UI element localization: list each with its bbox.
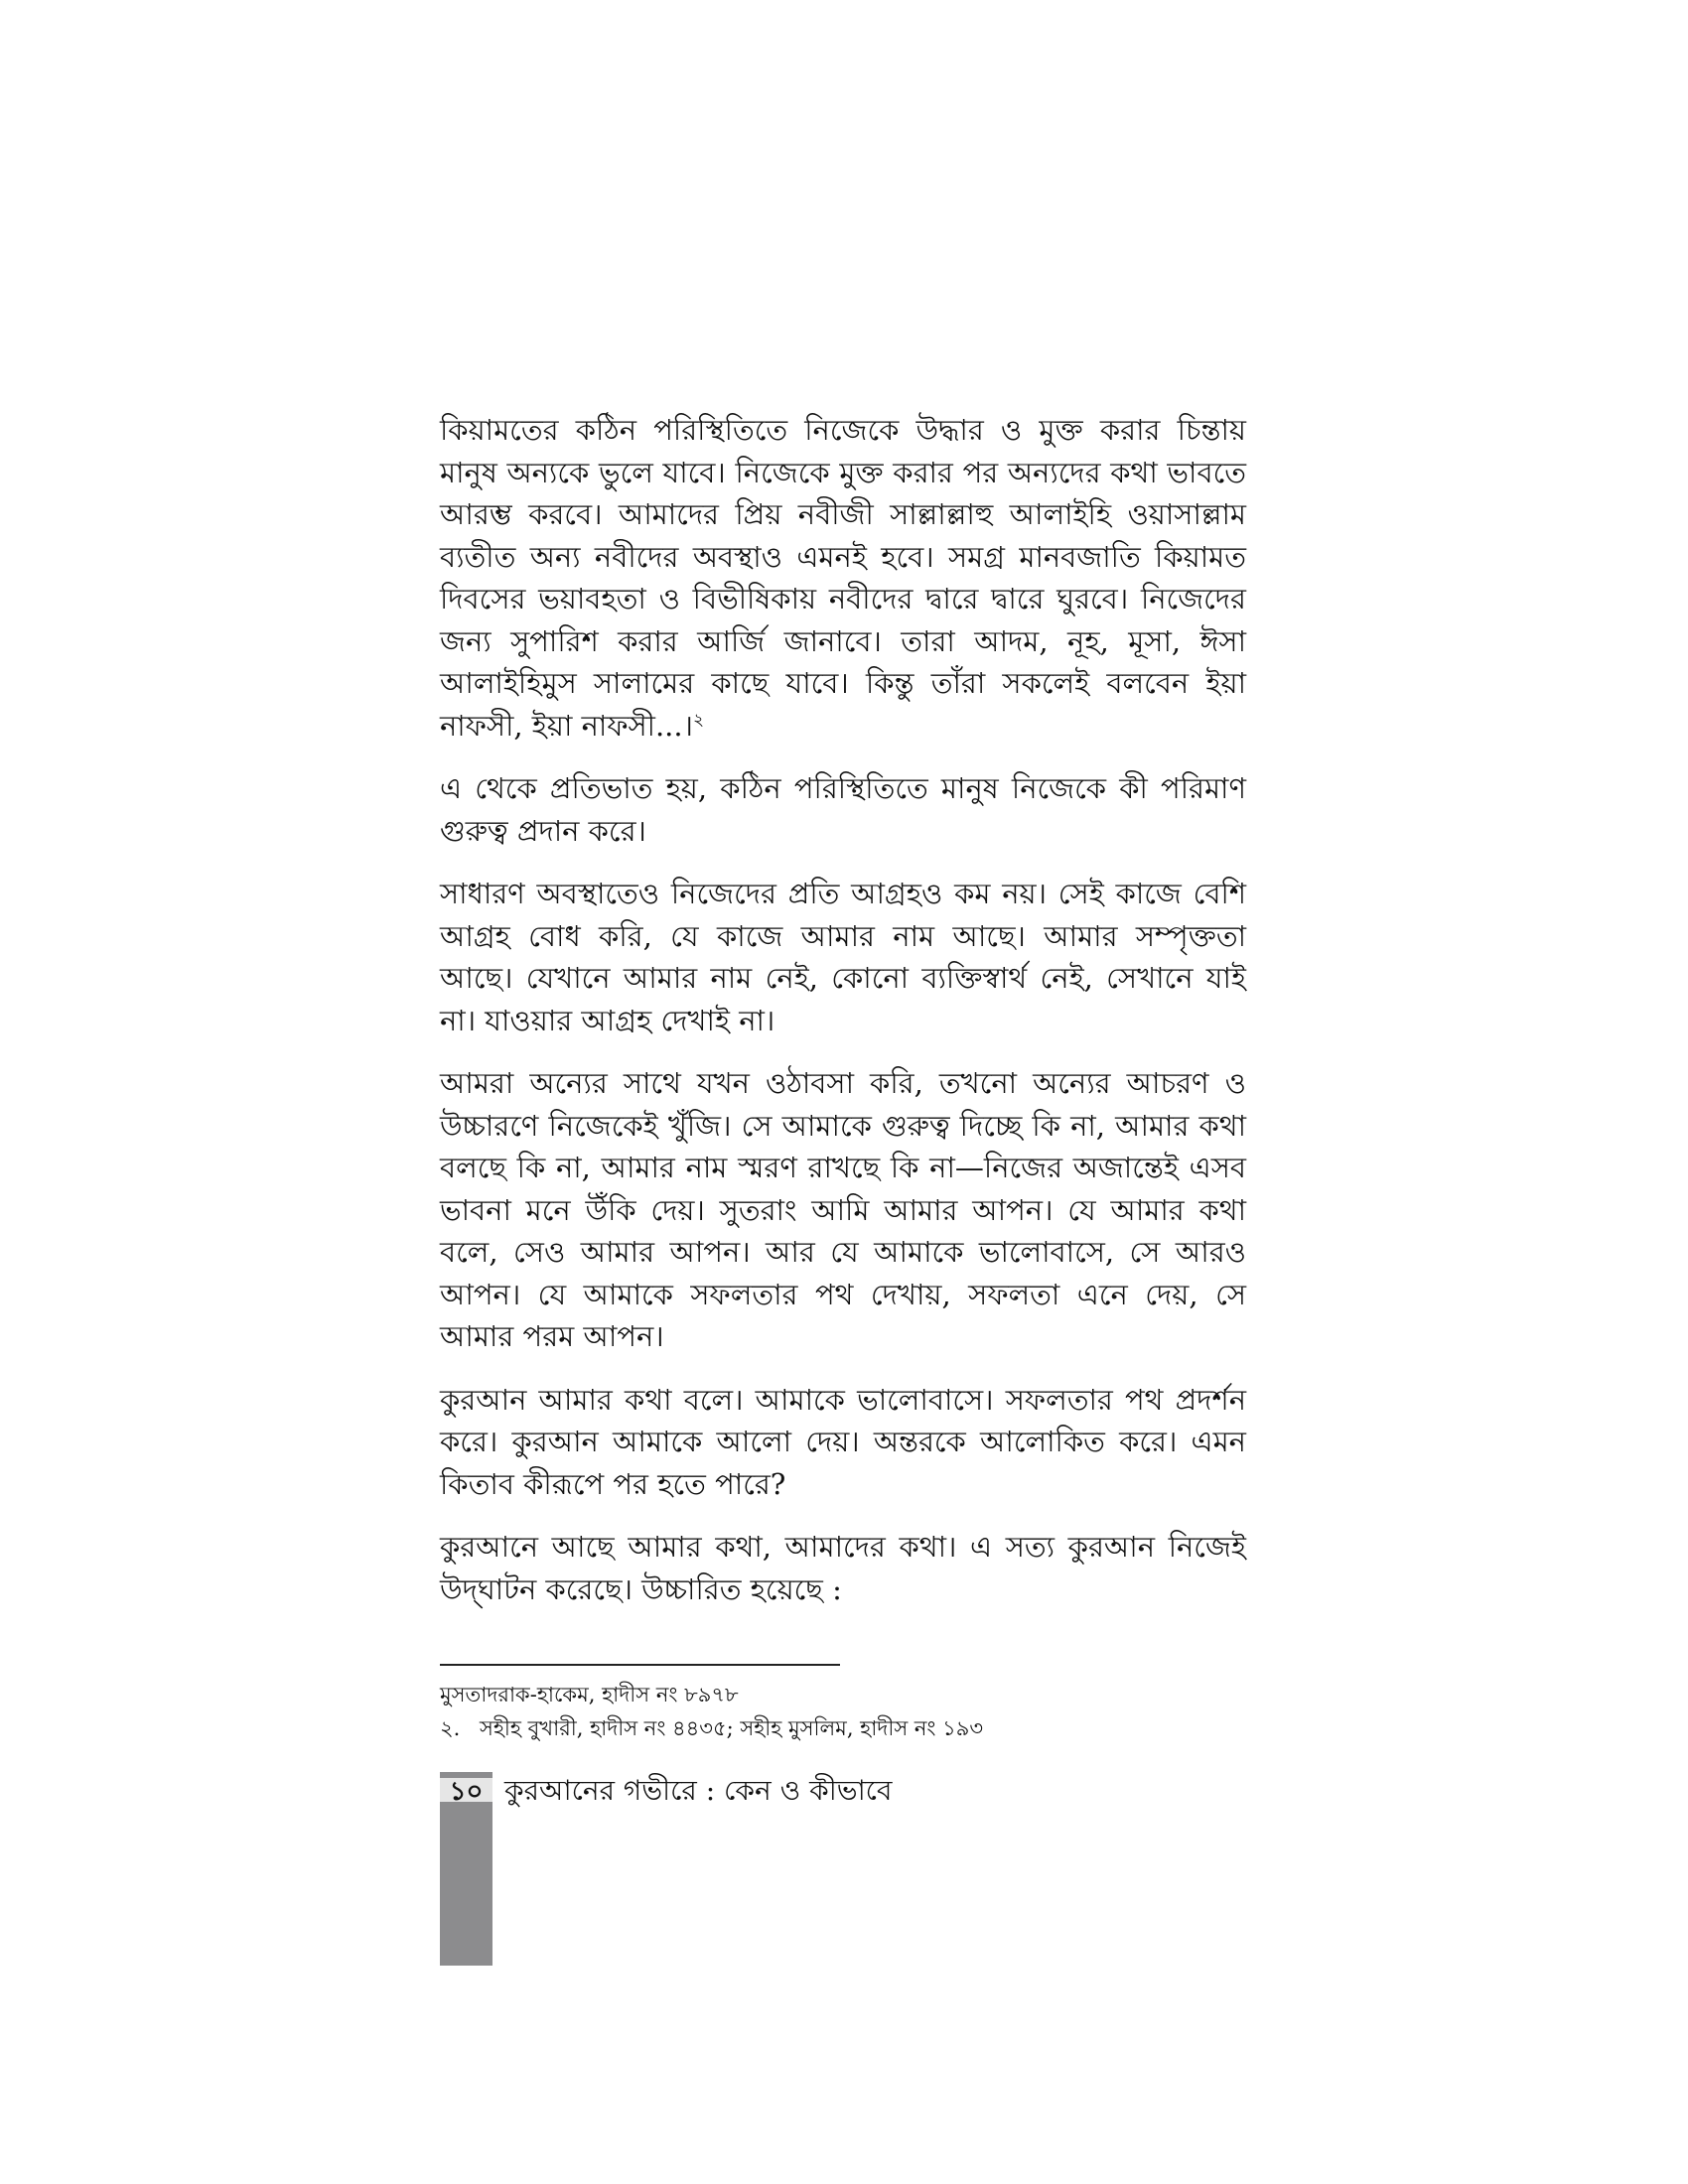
footnote-1: [440, 1678, 1246, 1711]
paragraph-1-text: কিয়ামতের কঠিন পরিস্থিতিতে নিজেকে উদ্ধার ও মুক্ত করার চিন্তায় মানুষ অন্যকে ভুলে যাবে। নিজেকে মুক্ত করার পর অন্যদের কথা ভাবতে আরম্ভ করবে। আমাদের প্রিয় নবীজী সাল্লাল্লাহু আলাইহি ওয়াসাল্লাম ব্যতীত অন্য নবীদের অবস্থাও এমনই হবে। সমগ্র মানবজাতি কিয়ামত দিবসের ভয়াবহতা ও বিভীষিকায় নবীদের দ্বারে দ্বারে ঘুরবে। নিজেদের জন্য সুপারিশ করার আর্জি জানাবে। তারা আদম, নূহ, মূসা, ঈসা আলাইহিমুস সালামের কাছে যাবে। কিন্তু তাঁরা সকলেই বলবেন ইয়া নাফসী, ইয়া নাফসী...।: [440, 413, 1246, 743]
paragraph-6: কুরআনে আছে আমার কথা, আমাদের কথা। এ সত্য কুরআন নিজেই উদ্‌ঘাটন করেছে। উচ্চারিত হয়েছে :: [440, 1530, 1246, 1606]
paragraph-1: [440, 409, 1246, 747]
footnote-reference[interactable]: ২: [693, 709, 705, 730]
paragraph-5: কুরআন আমার কথা বলে। আমাকে ভালোবাসে। সফলতার পথ প্রদর্শন করে। কুরআন আমাকে আলো দেয়। অন্তরকে আলোকিত করে। এমন কিতাব কীরূপে পর হতে পারে?: [440, 1382, 1246, 1501]
footnote-2-text: সহীহ বুখারী, হাদীস নং ৪৪৩৫; সহীহ মুসলিম, হাদীস নং ১৯৩: [480, 1716, 984, 1740]
page-number: ১০: [449, 1777, 484, 1807]
main-text: [440, 409, 1246, 1631]
footnote-2: [440, 1711, 1246, 1745]
paragraph-4: আমরা অন্যের সাথে যখন ওঠাবসা করি, তখনো অন্যের আচরণ ও উচ্চারণে নিজেকেই খুঁজি। সে আমাকে গুরুত্ব দিচ্ছে কি না, আমার কথা বলছে কি না, আমার নাম স্মরণ রাখছে কি না—নিজের অজান্তেই এসব ভাবনা মনে উঁকি দেয়। সুতরাং আমি আমার আপন। যে আমার কথা বলে, সেও আমার আপন। আর যে আমাকে ভালোবাসে, সে আরও আপন। যে আমাকে সফলতার পথ দেখায়, সফলতা এনে দেয়, সে আমার পরম আপন।: [440, 1066, 1246, 1353]
paragraph-3: সাধারণ অবস্থাতেও নিজেদের প্রতি আগ্রহও কম নয়। সেই কাজে বেশি আগ্রহ বোধ করি, যে কাজে আমার নাম আছে। আমার সম্পৃক্ততা আছে। যেখানে আমার নাম নেই, কোনো ব্যক্তিস্বার্থ নেই, সেখানে যাই না। যাওয়ার আগ্রহ দেখাই না।: [440, 877, 1246, 1037]
running-title: কুরআনের গভীরে : কেন ও কীভাবে: [504, 1774, 893, 1807]
paragraph-2: এ থেকে প্রতিভাত হয়, কঠিন পরিস্থিতিতে মানুষ নিজেকে কী পরিমাণ গুরুত্ব প্রদান করে।: [440, 771, 1246, 848]
footnotes: [440, 1678, 1246, 1745]
footnote-divider: [440, 1664, 840, 1666]
footnote-1-text: মুসতাদরাক-হাকেম, হাদীস নং ৮৯৭৮: [440, 1683, 739, 1706]
footnote-2-number: ২.: [440, 1716, 461, 1740]
